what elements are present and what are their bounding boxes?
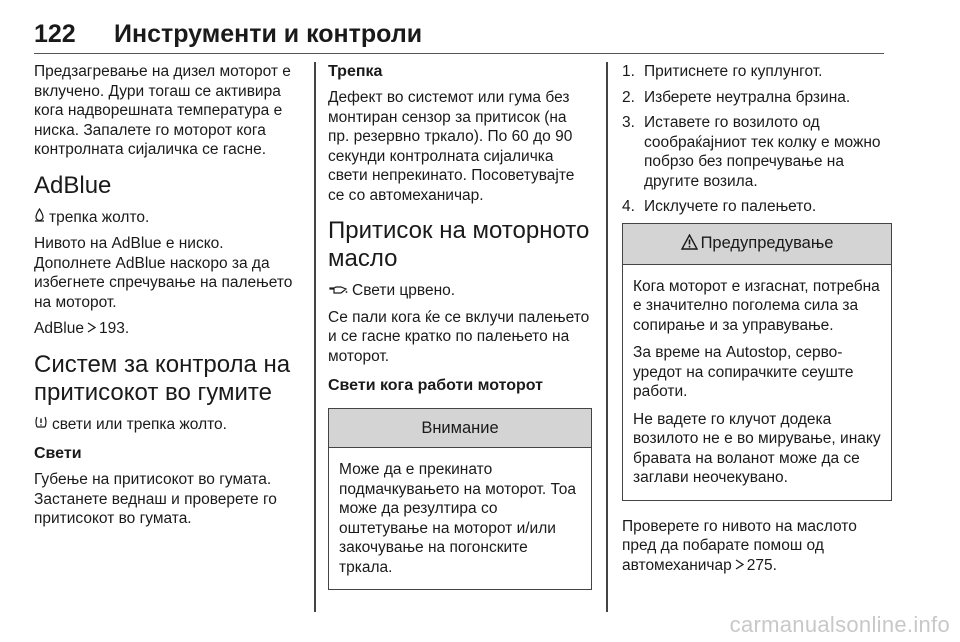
list-item: 1. Притиснете го куплунгот. [622, 63, 823, 80]
warning-title: Предупредување [700, 233, 834, 252]
sveti-heading: Свети [34, 445, 82, 462]
adblue-ref-text: AdBlue [34, 320, 84, 337]
warning-paragraph-2: За време на Autostop, серво-уредот на сопирачките сеуште работи. [633, 344, 854, 400]
warning-header [623, 224, 891, 265]
oil-can-icon [328, 281, 348, 301]
warning-triangle-icon [681, 226, 698, 264]
caution-text: Може да е прекинато подмачкувањето на моторот. Тоа може да резултира со оштетување на моторот и/или закочување на погонските тркала. [339, 461, 577, 576]
watermark: carmanualsonline.info [729, 612, 950, 637]
adblue-reference [34, 319, 302, 339]
final-paragraph [622, 517, 892, 576]
warning-paragraph-1: Кога моторот е изгаснат, потребна е значително поголема сила за сопирање и за управување. [633, 277, 880, 334]
column-3 [622, 62, 892, 582]
tpms-heading: Систем за контрола на притисокот во гумите [34, 350, 291, 406]
page-ref-arrow-icon [735, 556, 744, 576]
adblue-heading: AdBlue [34, 171, 112, 199]
column-divider [606, 62, 608, 612]
page-ref-arrow-icon [87, 319, 96, 339]
list-item: 2. Изберете неутрална брзина. [622, 88, 851, 106]
list-item: 4. Исклучете го палењето. [622, 198, 817, 215]
sveti-paragraph: Губење на притисокот во гумата. Застанете веднаш и проверете го притисокот во гумата. [34, 471, 277, 527]
tpms-status: свети или трепка жолто. [52, 415, 227, 433]
oil-pressure-heading: Притисок на моторното масло [328, 217, 590, 272]
page-header [34, 20, 884, 54]
adblue-status: трепка жолто. [49, 208, 150, 226]
tpms-status-line [34, 415, 302, 435]
tire-pressure-icon [34, 415, 48, 435]
adblue-status-line [34, 208, 302, 228]
column-divider [314, 62, 316, 612]
caution-box [328, 408, 592, 590]
preheat-paragraph: Предзагревање на дизел моторот е вклучено. Дури тогаш се активира кога надворешната температура е ниска. Запалете го моторот кога контролната сијаличка се гасне. [34, 63, 291, 158]
adblue-paragraph: Нивото на AdBlue е ниско. Дополнете AdBlue наскоро за да избегнете спречување на палењето на моторот. [34, 235, 293, 311]
oil-paragraph: Се пали кога ќе се вклучи палењето и се гасне кратко по палењето на моторот. [328, 308, 590, 365]
list-item: 3. Иставете го возилото од сообраќајниот тек колку е можно побрзо без попречување на другите возила. [622, 114, 881, 190]
warning-paragraph-3: Не вадете го клучот додека возилото не е во мирување, инаку бравата на воланот може да се заглави неочекувано. [633, 410, 881, 486]
page-title: Инструменти и контроли [114, 20, 423, 48]
column-1 [34, 62, 302, 536]
page-number: 122 [34, 20, 76, 48]
final-ref-page[interactable]: 275. [746, 556, 777, 574]
warning-box [622, 223, 892, 501]
adblue-ref-page[interactable]: 193. [98, 320, 130, 337]
oil-status: Свети црвено. [352, 282, 456, 299]
column-2 [328, 62, 592, 590]
running-heading: Свети кога работи моторот [328, 377, 543, 394]
steps-list [622, 62, 892, 217]
trepka-heading: Трепка [328, 63, 383, 80]
caution-title: Внимание [329, 409, 591, 448]
final-text: Проверете го нивото на маслото пред да побарате помош од автомеханичар [622, 517, 857, 574]
oil-status-line [328, 281, 592, 301]
adblue-icon [34, 208, 45, 228]
trepka-paragraph: Дефект во системот или гума без монтиран сензор за притисок (на пр. резервно тркало). По 60 до 90 секунди контролната сијаличка свети непрекинато. Посоветувајте се со автомеханичар. [328, 89, 575, 204]
